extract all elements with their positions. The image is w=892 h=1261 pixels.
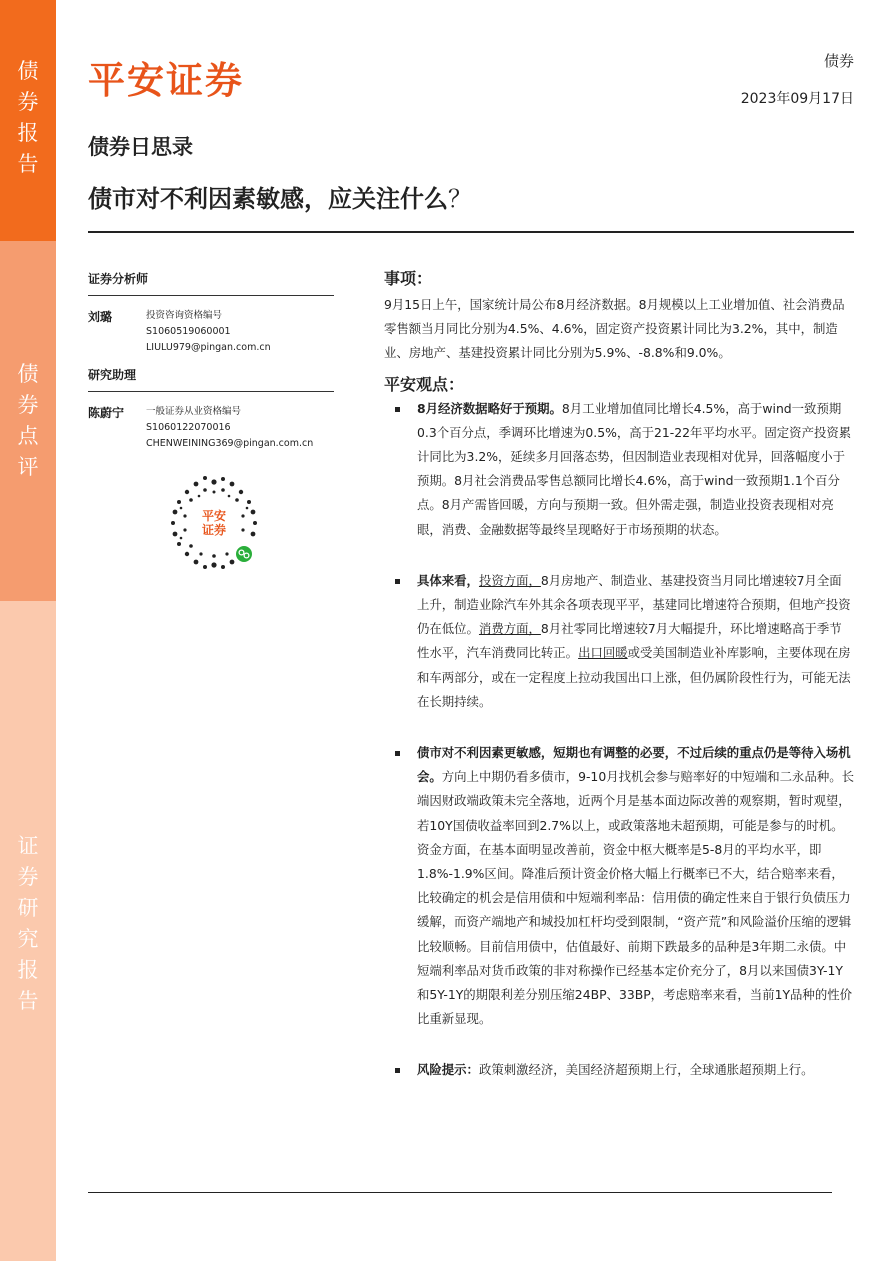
- sidebar-label-comment: 债券点评: [17, 362, 39, 479]
- view-heading: 平安观点：: [384, 374, 465, 394]
- title-question-mark: ？: [448, 185, 472, 213]
- analyst-panel: [88, 270, 334, 537]
- bullet-underlined: 消费方面，: [478, 621, 541, 637]
- company-logo: 平安证券: [88, 59, 244, 102]
- assistant-cert-label: 一般证券从业资格编号: [146, 406, 242, 417]
- page-title: [88, 179, 472, 214]
- bullet-text: 8月社零同比增速较7月大幅提升，环比增速略高于季节性水平，汽车消费同比转正。: [417, 621, 842, 661]
- analyst-cert-number: S1060519060001: [146, 326, 231, 337]
- analyst-info: [146, 308, 271, 356]
- sidebar-label-report: 债券报告: [17, 59, 39, 176]
- bullet-text: 方向上中期仍看多债市，9-10月找机会参与赔率好的中短端和二永品种。长端因财政端政策未完全落地，近两个月是基本面边际改善的观察期，暂时观望，若10Y国债收益率回到2.7%以上，或政策落地未超预期，可能是参与的时机。资金方面，在基本面明显改善前，资金中枢大概率是5-8月的平均水平，即1.8%-1.9%区间。降准后预计资金价格大幅上行概率已不大，结合赔率来看，比较确定的机会是信用债和中短端利率品：信用债的确定性来自于银行负债压力缓解，而资产端地产和城投加杠杆均受到限制，“资产荒”和风险溢价压缩的逻辑比较顺畅。目前信用债中，估值最好、前期下跌最多的品种是3年期二永债。中短端利率品对货币政策的非对称操作已经基本定价充分了，8月以来国债3Y-1Y和5Y-1Y的期限利差分别压缩24BP、33BP，考虑赔率来看，当前1Y品种的性价比重新显现。: [417, 769, 855, 1027]
- assistant-email[interactable]: CHENWEINING369@pingan.com.cn: [146, 438, 314, 449]
- assistant-name: 陈蔚宁: [88, 406, 125, 420]
- assistant-heading: 研究助理: [88, 366, 334, 392]
- bullet-lead: 债市对不利因素更敏感，短期也有调整的必要，不过后续的重点仍是等待入场机会。: [417, 745, 851, 785]
- series-title: 债券日思录: [88, 135, 193, 159]
- svg-text:平安: 平安: [201, 509, 227, 523]
- title-text: 债市对不利因素敏感，应关注什么: [88, 185, 448, 213]
- list-item: [384, 569, 854, 714]
- title-divider: [88, 231, 854, 233]
- view-list: [384, 397, 854, 1083]
- bullet-lead: 8月经济数据略好于预期。: [417, 400, 562, 416]
- analyst-email[interactable]: LIULU979@pingan.com.cn: [146, 342, 271, 353]
- assistant-info: [146, 404, 313, 452]
- bullet-text: 8月房地产、制造业、基建投资当月同比增速较7月全面上升，制造业除汽车外其余各项表现平平，基建同比增速符合预期，但地产投资仍在低位。: [417, 572, 851, 637]
- sidebar-band-report: [0, 0, 56, 241]
- event-heading: 事项：: [384, 269, 433, 288]
- analyst-cert-label: 投资咨询资格编号: [146, 310, 223, 321]
- analyst-entry: [88, 308, 334, 356]
- analyst-name: 刘璐: [88, 310, 113, 324]
- list-item: [384, 741, 854, 1031]
- bullet-lead: 风险提示：: [417, 1062, 479, 1078]
- qr-code-icon[interactable]: [161, 470, 267, 576]
- bullet-underlined: 出口回暖: [578, 645, 628, 661]
- analyst-heading: 证券分析师: [88, 270, 334, 296]
- main-content: [384, 266, 854, 1110]
- assistant-cert-number: S1060122070016: [146, 422, 231, 433]
- bullet-text: 或受美国制造业补库影响，主要体现在房和车两部分，或在一定程度上拉动我国出口上涨，但仍属阶段性行为，可能无法在长期持续。: [417, 645, 851, 709]
- list-item: [384, 397, 854, 542]
- svg-text:证券: 证券: [201, 523, 227, 537]
- bullet-underlined: 投资方面，: [478, 572, 541, 588]
- assistant-entry: [88, 404, 334, 452]
- report-date: 2023年09月17日: [740, 91, 854, 107]
- sidebar-band-comment: [0, 241, 56, 601]
- bullet-lead: 具体来看，: [417, 572, 479, 588]
- list-item: [384, 1058, 854, 1082]
- sidebar-band-research: [0, 601, 56, 1261]
- doc-type: 债券: [823, 52, 854, 70]
- footer-divider: [88, 1192, 832, 1193]
- bullet-text: 政策刺激经济，美国经济超预期上行，全球通胀超预期上行。: [478, 1062, 814, 1078]
- bullet-text: 8月工业增加值同比增长4.5%，高于wind一致预期0.3个百分点，季调环比增速为0.5%，高于21-22年平均水平。固定资产投资累计同比为3.2%，延续多月回落态势，但因制造业表现相对优异，回落幅度小于预期。8月社会消费品零售总额同比增长4.6%，高于wind一致预期1.1个百分点。8月产需皆回暖，方向与预期一致。但外需走强，制造业投资表现相对亮眼，消费、金融数据等最终呈现略好于市场预期的状态。: [417, 400, 852, 537]
- sidebar-label-research: 证券研究报告: [17, 834, 39, 1013]
- event-paragraph: 9月15日上午，国家统计局公布8月经济数据。8月规模以上工业增加值、社会消费品零售额当月同比分别为4.5%、4.6%，固定资产投资累计同比为3.2%，其中，制造业、房地产、基建投资累计同比分别为5.9%、-8.8%和9.0%。: [384, 297, 845, 361]
